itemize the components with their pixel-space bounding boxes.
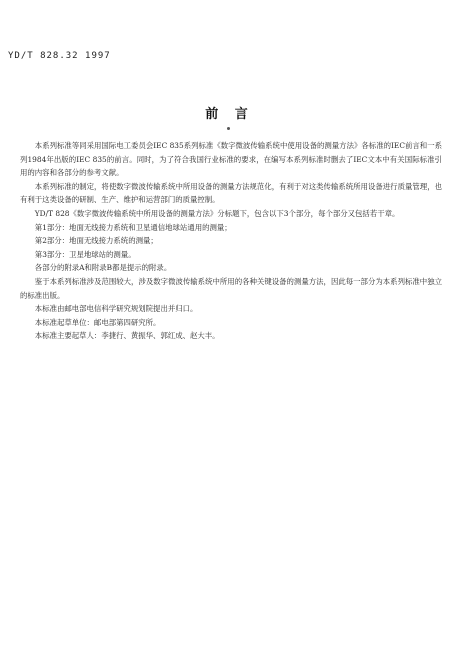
list-item: 第3部分：卫星地球站的测量。 [34, 249, 136, 259]
list-item: 第2部分：地面无线接力系统的测量； [34, 236, 158, 246]
list-item: 第1部分：地面无线接力系统和卫星通信地球站通用的测量； [34, 222, 232, 232]
paragraph: 鉴于本系列标准涉及范围较大，涉及数字微波传输系统中所用的各种关键设备的测量方法，因此每一部分为本系列标准中独立的标准出版。 [20, 276, 442, 300]
paragraph: 本标准起草单位：邮电部第四研究所。 [34, 317, 161, 327]
paragraph: 本系列标准等同采用国际电工委员会IEC 835系列标准《数字微波传输系统中使用设备的测量方法》各标准的IEC前言和一系列1984年出版的IEC 835的前言。同时，为了符合我国行业标准的要求，在编写本系列标准时删去了IEC文本中有关国际标准引用的内容和各部分的参考文献。 [20, 141, 442, 178]
standard-number: YD/T 828.32 1997 [8, 51, 111, 61]
paragraph: 本标准主要起草人：李捷行、黄振华、郭红成、赵大丰。 [34, 331, 220, 341]
title-mark [227, 127, 230, 130]
paragraph: 本标准由邮电部电信科学研究规划院提出并归口。 [34, 304, 198, 314]
paragraph: 本系列标准的制定，将使数字微波传输系统中所用设备的测量方法规范化，有利于对这类传输系统所用设备进行质量管理，也有利于这类设备的研制、生产、维护和运营部门的质量控制。 [20, 181, 442, 205]
paragraph: YD/T 828《数字微波传输系统中所用设备的测量方法》分标题下，包含以下3个部分，每个部分又包括若干章。 [34, 208, 400, 218]
document-body [20, 139, 442, 343]
page-title: 前 言 [205, 107, 254, 122]
paragraph: 各部分的附录A和附录B都是提示的附录。 [34, 263, 172, 273]
